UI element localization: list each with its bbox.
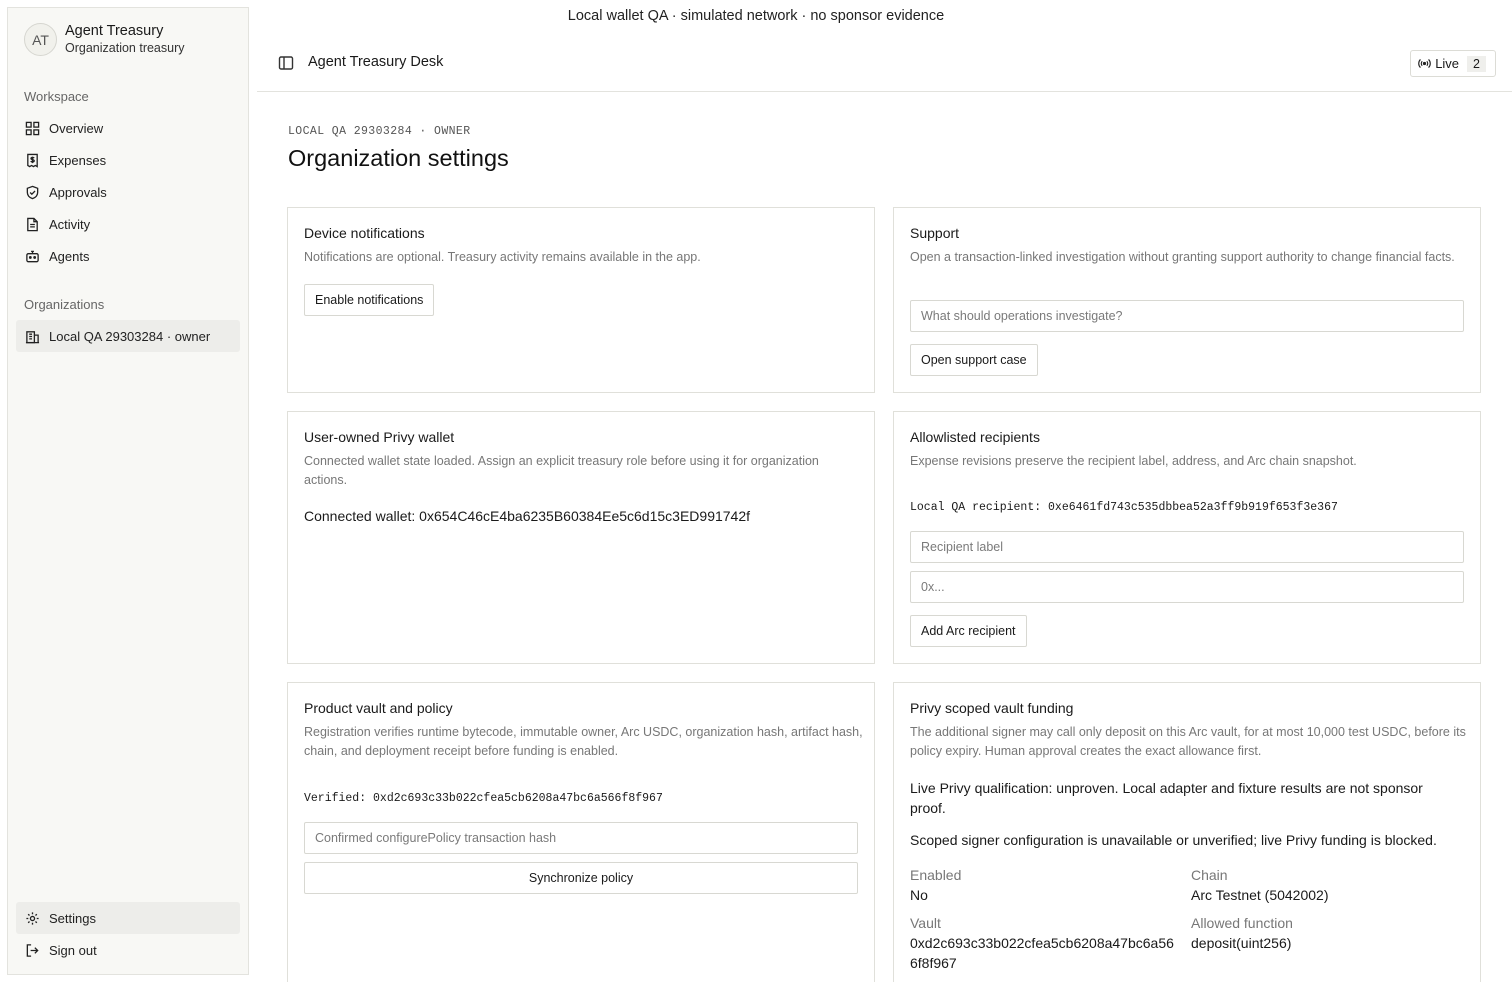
card-description: Expense revisions preserve the recipient label, address, and Arc chain snapshot. — [910, 454, 1357, 468]
shield-check-icon — [25, 185, 40, 200]
sidebar-item-overview[interactable] — [16, 112, 240, 144]
recipient-label-input[interactable] — [910, 531, 1464, 563]
card-title: Product vault and policy — [304, 700, 453, 716]
synchronize-policy-button[interactable]: Synchronize policy — [304, 862, 858, 894]
brand — [24, 22, 185, 57]
gear-icon — [25, 911, 40, 926]
sidebar-item-approvals[interactable] — [16, 176, 240, 208]
card-description: Connected wallet state loaded. Assign an explicit treasury role before using it for organization actions. — [304, 454, 819, 487]
document-icon — [25, 217, 40, 232]
top-bar — [257, 40, 1512, 92]
chain-label: Chain — [1191, 867, 1228, 883]
scoped-signer-status: Scoped signer configuration is unavailable or unverified; live Privy funding is blocked. — [910, 832, 1437, 848]
brand-subtitle: Organization treasury — [65, 41, 185, 55]
organizations-section-label: Organizations — [24, 297, 105, 312]
card-description: Open a transaction-linked investigation without granting support authority to change financial facts. — [910, 250, 1455, 264]
card-title: Allowlisted recipients — [910, 429, 1040, 445]
allowed-function-value: deposit(uint256) — [1191, 935, 1292, 951]
sidebar-item-label: Overview — [49, 120, 104, 136]
product-vault-card — [287, 682, 875, 982]
card-title: Device notifications — [304, 225, 425, 241]
sidebar-item-label: Settings — [49, 910, 96, 926]
sidebar-item-settings[interactable] — [16, 902, 240, 934]
enabled-label: Enabled — [910, 867, 962, 883]
page-title: Organization settings — [288, 145, 509, 171]
enabled-value: No — [910, 887, 928, 903]
workspace-section-label: Workspace — [24, 89, 89, 104]
verified-vault-address: Verified: 0xd2c693c33b022cfea5cb6208a47bc6a566f8f967 — [304, 792, 663, 805]
card-title: Privy scoped vault funding — [910, 700, 1074, 716]
sidebar-item-label: Local QA 29303284 · owner — [49, 328, 211, 344]
scoped-vault-funding-card — [893, 682, 1481, 982]
broadcast-icon — [1418, 57, 1431, 70]
card-title: Support — [910, 225, 960, 241]
allowed-function-label: Allowed function — [1191, 915, 1293, 931]
card-description: The additional signer may call only deposit on this Arc vault, for at most 10,000 test USDC, before its policy expiry. Human approval creates the exact allowance first. — [910, 725, 1466, 758]
sidebar-item-label: Approvals — [49, 184, 107, 200]
card-description: Registration verifies runtime bytecode, immutable owner, Arc USDC, organization hash, artifact hash, chain, and deployment receipt before funding is enabled. — [304, 725, 863, 758]
environment-banner: Local wallet QA · simulated network · no sponsor evidence — [567, 8, 945, 24]
brand-name: Agent Treasury — [65, 23, 164, 39]
page-eyebrow: LOCAL QA 29303284 · OWNER — [288, 125, 471, 138]
recipient-entry: Local QA recipient: 0xe6461fd743c535dbbea52a3ff9b919f653f3e367 — [910, 501, 1338, 514]
card-description: Notifications are optional. Treasury activity remains available in the app. — [304, 250, 701, 264]
support-card — [893, 207, 1481, 393]
sidebar — [7, 7, 249, 975]
avatar: AT — [24, 23, 57, 56]
building-icon — [25, 329, 40, 344]
sidebar-item-label: Expenses — [49, 152, 107, 168]
device-notifications-card — [287, 207, 875, 393]
bot-icon — [25, 249, 40, 264]
recipient-address-input[interactable] — [910, 571, 1464, 603]
privy-qualification-status: Live Privy qualification: unproven. Local adapter and fixture results are not sponsor proof. — [910, 780, 1423, 816]
sidebar-item-activity[interactable] — [16, 208, 240, 240]
card-title: User-owned Privy wallet — [304, 429, 455, 445]
privy-wallet-card — [287, 411, 875, 664]
open-support-case-button[interactable]: Open support case — [910, 344, 1038, 376]
connected-wallet-address: Connected wallet: 0x654C46cE4ba6235B60384Ee5c6d15c3ED991742f — [304, 508, 751, 524]
sidebar-toggle-icon[interactable] — [278, 55, 294, 71]
sidebar-item-organization[interactable] — [16, 320, 240, 352]
enable-notifications-button[interactable]: Enable notifications — [304, 284, 434, 316]
live-label: Live — [1435, 56, 1460, 71]
live-count-badge: 2 — [1467, 56, 1486, 72]
sign-out-button[interactable] — [16, 934, 240, 966]
vault-value: 0xd2c693c33b022cfea5cb6208a47bc6a566f8f967 — [910, 935, 1174, 971]
sidebar-item-label: Sign out — [49, 942, 97, 958]
sidebar-item-agents[interactable] — [16, 240, 240, 272]
grid-icon — [25, 121, 40, 136]
policy-transaction-hash-input[interactable] — [304, 822, 858, 854]
add-arc-recipient-button[interactable]: Add Arc recipient — [910, 615, 1027, 647]
support-investigation-input[interactable] — [910, 300, 1464, 332]
receipt-dollar-icon — [25, 153, 40, 168]
live-status-button[interactable] — [1410, 50, 1496, 77]
app-title: Agent Treasury Desk — [308, 54, 444, 70]
sidebar-item-expenses[interactable] — [16, 144, 240, 176]
sidebar-item-label: Agents — [49, 248, 90, 264]
chain-value: Arc Testnet (5042002) — [1191, 887, 1329, 903]
allowlisted-recipients-card — [893, 411, 1481, 664]
sidebar-item-label: Activity — [49, 216, 91, 232]
vault-label: Vault — [910, 915, 941, 931]
sign-out-icon — [25, 943, 40, 958]
